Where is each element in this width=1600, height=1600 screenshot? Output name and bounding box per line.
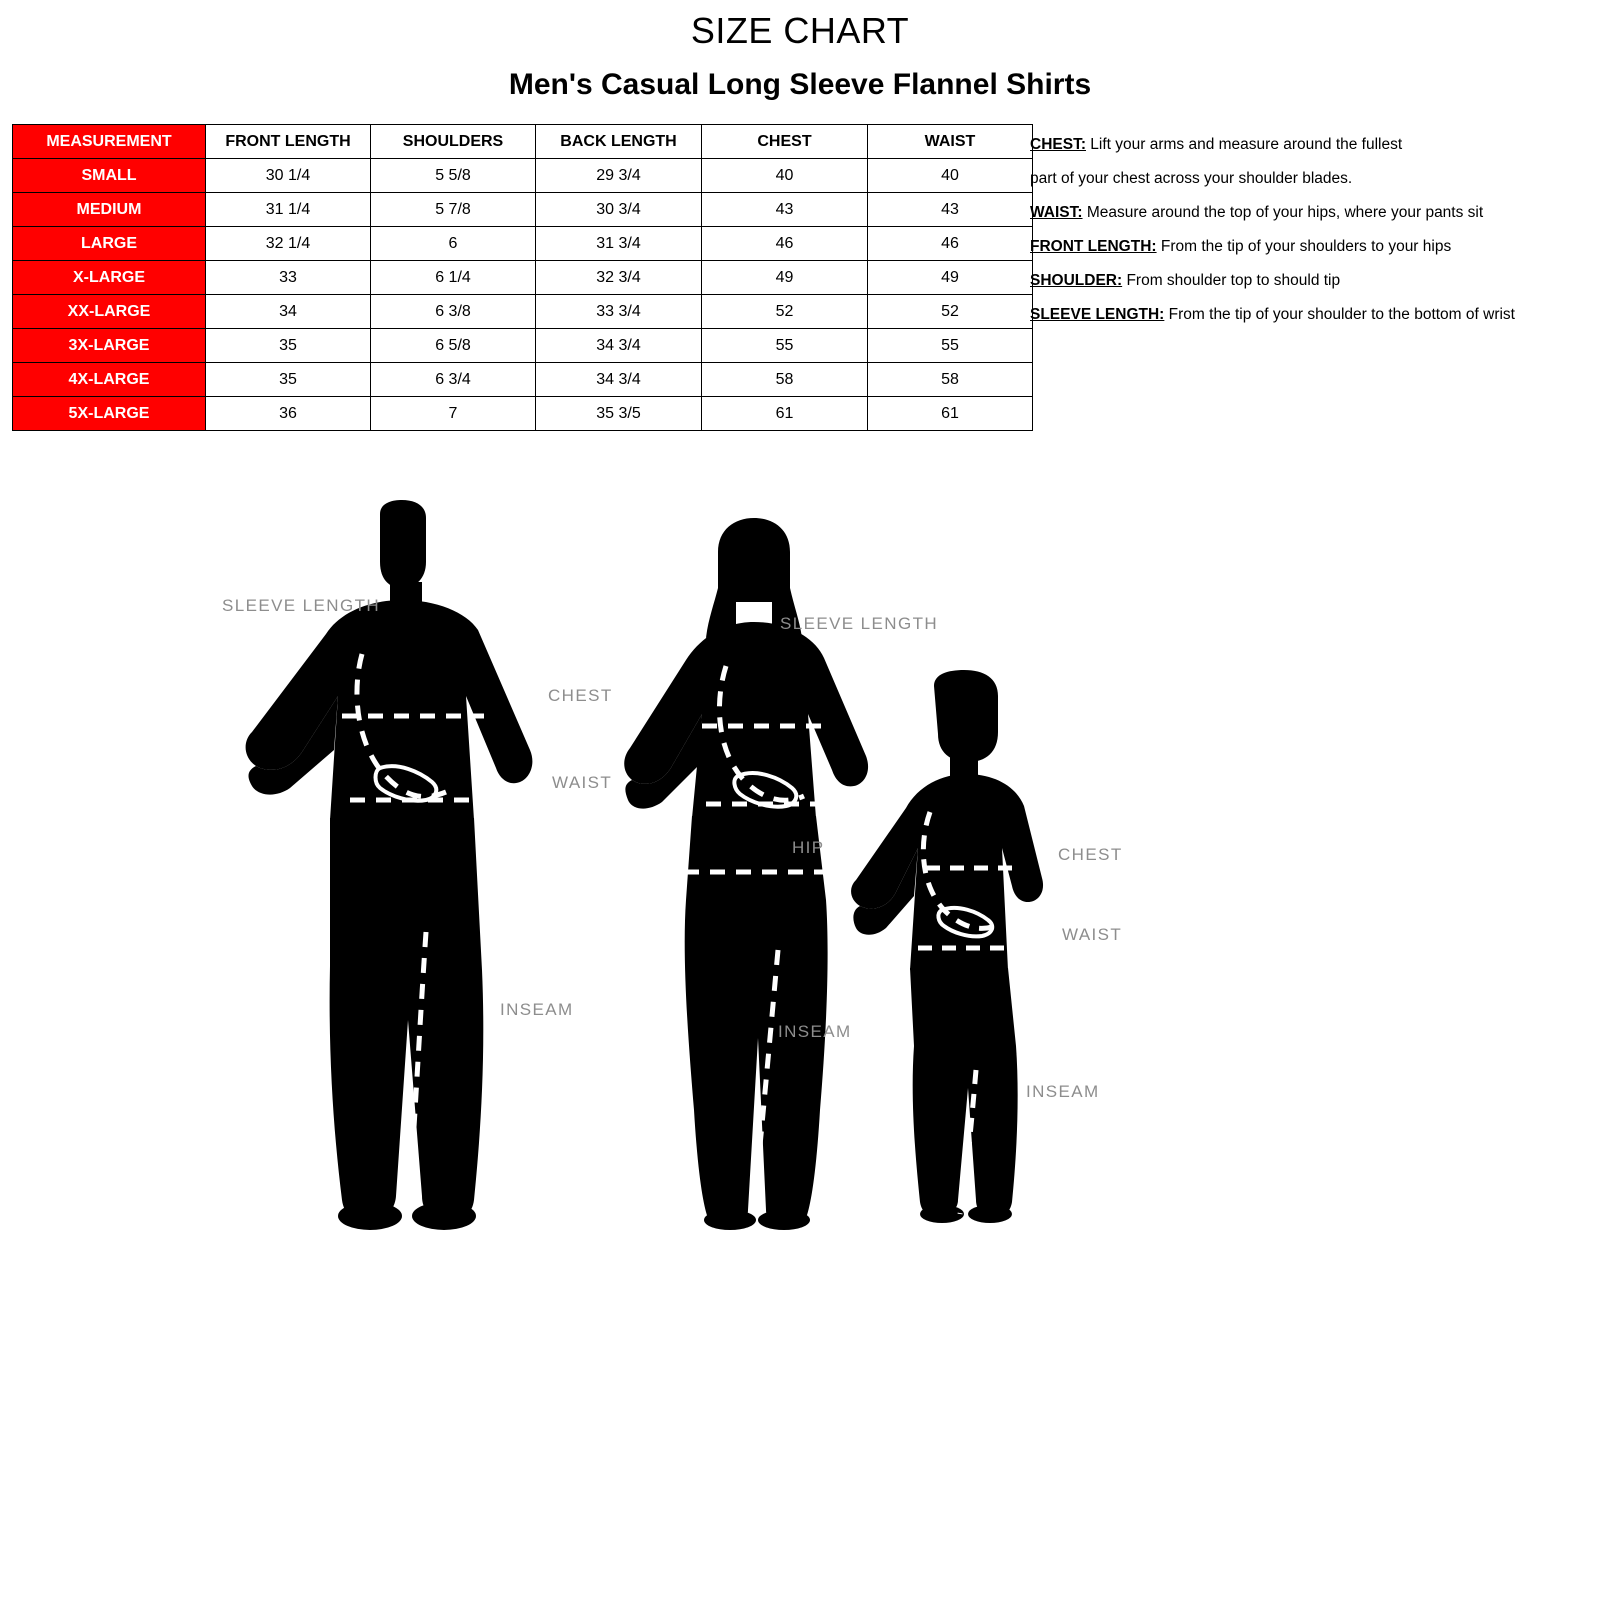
table-row	[13, 193, 1033, 227]
cell-shoulders: 5 5/8	[371, 159, 536, 193]
cell-chest: 52	[702, 295, 868, 329]
col-measurement: MEASUREMENT	[13, 125, 206, 159]
page-subtitle: Men's Casual Long Sleeve Flannel Shirts	[508, 68, 1092, 101]
man-chest-label: CHEST	[548, 686, 613, 705]
note-front-length	[1030, 230, 1595, 264]
col-waist: WAIST	[868, 125, 1033, 159]
size-label: XX-LARGE	[13, 295, 206, 329]
cell-waist: 46	[868, 227, 1033, 261]
cell-front-length: 34	[206, 295, 371, 329]
col-back-length: BACK LENGTH	[536, 125, 702, 159]
cell-chest: 43	[702, 193, 868, 227]
cell-chest: 58	[702, 363, 868, 397]
col-shoulders: SHOULDERS	[371, 125, 536, 159]
cell-waist: 40	[868, 159, 1033, 193]
cell-back-length: 30 3/4	[536, 193, 702, 227]
cell-back-length: 32 3/4	[536, 261, 702, 295]
col-chest: CHEST	[702, 125, 868, 159]
cell-shoulders: 6 5/8	[371, 329, 536, 363]
man-inseam-label: INSEAM	[500, 1000, 574, 1019]
woman-inseam-label: INSEAM	[778, 1022, 852, 1041]
man-waist-label: WAIST	[552, 773, 613, 792]
cell-back-length: 29 3/4	[536, 159, 702, 193]
note-key: FRONT LENGTH:	[1030, 238, 1157, 255]
cell-shoulders: 7	[371, 397, 536, 431]
note-sleeve-length	[1030, 298, 1595, 332]
size-label: 3X-LARGE	[13, 329, 206, 363]
cell-back-length: 33 3/4	[536, 295, 702, 329]
cell-back-length: 34 3/4	[536, 329, 702, 363]
note-text: part of your chest across your shoulder blades.	[1030, 170, 1353, 187]
cell-waist: 61	[868, 397, 1033, 431]
cell-shoulders: 6 1/4	[371, 261, 536, 295]
child-waist-label: WAIST	[1062, 925, 1123, 944]
cell-front-length: 30 1/4	[206, 159, 371, 193]
cell-chest: 46	[702, 227, 868, 261]
child-inseam-label: INSEAM	[1026, 1082, 1100, 1101]
cell-waist: 43	[868, 193, 1033, 227]
child-silhouette-icon	[830, 670, 1060, 1230]
cell-waist: 52	[868, 295, 1033, 329]
col-front-length: FRONT LENGTH	[206, 125, 371, 159]
cell-shoulders: 6 3/4	[371, 363, 536, 397]
size-label: 5X-LARGE	[13, 397, 206, 431]
cell-shoulders: 6 3/8	[371, 295, 536, 329]
table-row	[13, 159, 1033, 193]
cell-front-length: 32 1/4	[206, 227, 371, 261]
note-key: SLEEVE LENGTH:	[1030, 306, 1165, 323]
child-chest-label: CHEST	[1058, 845, 1123, 864]
note-text: Measure around the top of your hips, where your pants sit	[1082, 204, 1484, 221]
cell-chest: 49	[702, 261, 868, 295]
page-title: SIZE CHART	[690, 10, 910, 51]
note-chest	[1030, 128, 1595, 162]
table-row	[13, 397, 1033, 431]
table-row	[13, 227, 1033, 261]
cell-chest: 40	[702, 159, 868, 193]
cell-chest: 55	[702, 329, 868, 363]
cell-back-length: 34 3/4	[536, 363, 702, 397]
cell-waist: 49	[868, 261, 1033, 295]
man-sleeve-length-label: SLEEVE LENGTH	[222, 596, 381, 615]
cell-shoulders: 5 7/8	[371, 193, 536, 227]
size-label: 4X-LARGE	[13, 363, 206, 397]
table-row	[13, 261, 1033, 295]
table-row	[13, 329, 1033, 363]
table-row	[13, 295, 1033, 329]
cell-front-length: 31 1/4	[206, 193, 371, 227]
cell-back-length: 31 3/4	[536, 227, 702, 261]
table-row	[13, 363, 1033, 397]
size-label: SMALL	[13, 159, 206, 193]
note-shoulder	[1030, 264, 1595, 298]
cell-front-length: 35	[206, 329, 371, 363]
note-text: Lift your arms and measure around the fullest	[1085, 136, 1403, 153]
cell-front-length: 35	[206, 363, 371, 397]
note-key: CHEST:	[1030, 136, 1086, 153]
note-text: From the tip of your shoulders to your hips	[1156, 238, 1452, 255]
size-label: MEDIUM	[13, 193, 206, 227]
cell-waist: 58	[868, 363, 1033, 397]
note-text: From the tip of your shoulder to the bottom of wrist	[1164, 306, 1515, 323]
measurement-figures	[0, 470, 1600, 1270]
note-text: From shoulder top to should tip	[1122, 272, 1341, 289]
note-key: WAIST:	[1030, 204, 1083, 221]
cell-waist: 55	[868, 329, 1033, 363]
note-key: SHOULDER:	[1030, 272, 1123, 289]
cell-back-length: 35 3/5	[536, 397, 702, 431]
table-header-row	[13, 125, 1033, 159]
cell-front-length: 36	[206, 397, 371, 431]
cell-front-length: 33	[206, 261, 371, 295]
note-waist	[1030, 196, 1595, 230]
size-table	[12, 124, 1033, 431]
size-label: X-LARGE	[13, 261, 206, 295]
note-chest-cont	[1030, 162, 1595, 196]
size-label: LARGE	[13, 227, 206, 261]
woman-sleeve-length-label: SLEEVE LENGTH	[780, 614, 939, 633]
cell-chest: 61	[702, 397, 868, 431]
cell-shoulders: 6	[371, 227, 536, 261]
measurement-notes	[1030, 128, 1595, 332]
woman-hip-label: HIP	[792, 838, 825, 857]
